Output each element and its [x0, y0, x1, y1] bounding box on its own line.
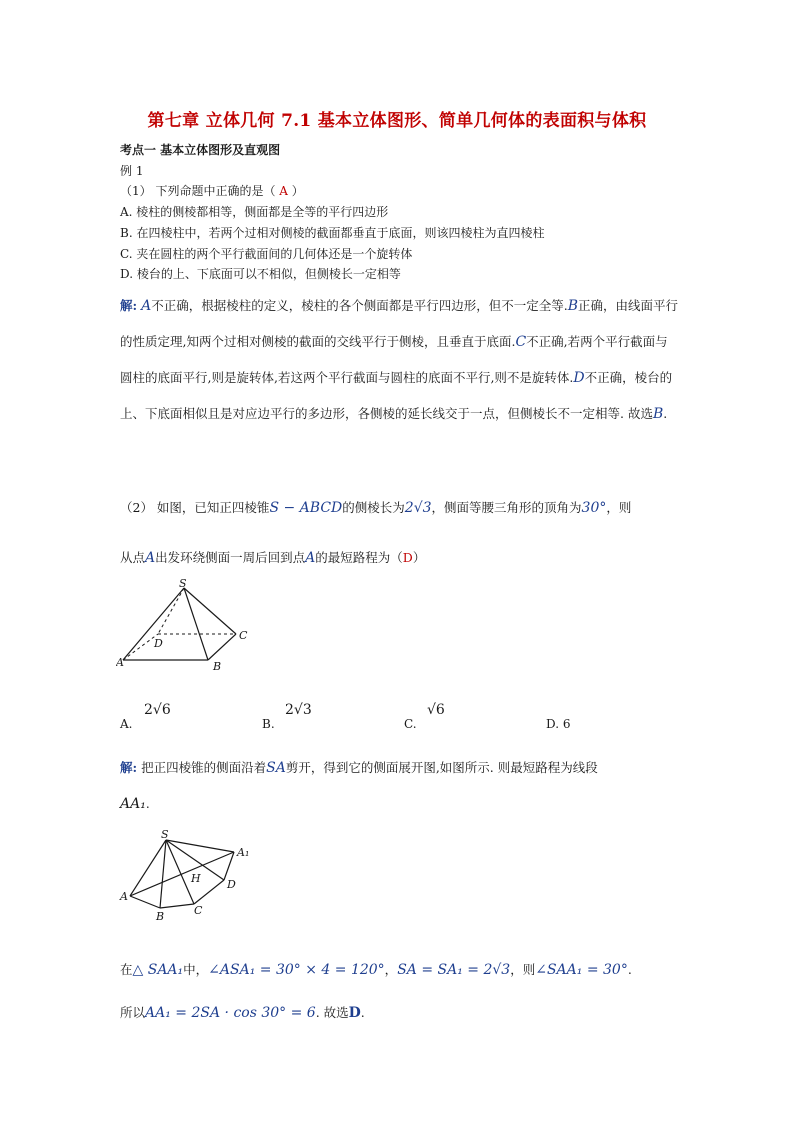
q1-solution: 解: A不正确，根据棱柱的定义，棱柱的各个侧面都是平行四边形，但不一定全等.B正确，由线面平行的性质定理,知两个过相对侧棱的截面的交线平行于侧棱，且垂直于底面.C不正确,若两个平行截面与圆柱的底面平行,则是旋转体,若这两个平行截面与圆柱的底面不平行,则不是旋转体.D不正确，棱台的上、下底面相似且是对应边平行的多边形，各侧棱的延长线交于一点，但侧棱长不一定相等. 故选B.: [120, 298, 679, 422]
unfold-label-d: D: [227, 878, 236, 891]
q2-solution-line2: AA₁.: [120, 796, 150, 812]
unfolded-figure: [116, 826, 266, 922]
q1-answer: A: [279, 184, 288, 198]
q1-option-d: D. 棱台的上、下底面可以不相似，但侧棱长一定相等: [120, 267, 401, 281]
unfold-label-a1: A₁: [237, 846, 250, 859]
q1-option-a: A. 棱柱的侧棱都相等，侧面都是全等的平行四边形: [120, 205, 389, 219]
chapter-title: 第七章 立体几何 7.1 基本立体图形、简单几何体的表面积与体积: [147, 111, 647, 131]
q2-stem-line2: 从点A出发环绕侧面一周后回到点A的最短路程为（D）: [120, 550, 426, 566]
q2-solution-line3: 在△ SAA₁中，∠ASA₁ = 30° × 4 = 120°，SA = SA₁ = 2√3，则∠SAA₁ = 30°.: [120, 962, 632, 978]
q2-option-a-value: 2√6: [144, 702, 171, 718]
q1-stem: （1） 下列命题中正确的是（ A ）: [120, 184, 304, 198]
unfold-label-a: A: [120, 890, 128, 903]
label-b: B: [213, 660, 222, 673]
q2-stem-line1: （2） 如图，已知正四棱锥S − ABCD的侧棱长为2√3，侧面等腰三角形的顶角为30°，则: [120, 500, 632, 516]
q2-answer: D: [402, 550, 413, 565]
q2-option-c: C.: [404, 717, 417, 731]
unfold-label-c: C: [194, 904, 203, 917]
q2-option-a: A.: [120, 717, 133, 731]
q2-solution-line1: 解: 把正四棱锥的侧面沿着SA剪开，得到它的侧面展开图,如图所示. 则最短路程为线段: [120, 760, 598, 776]
label-s: S: [179, 578, 187, 590]
q1-option-b: B. 在四棱柱中，若两个过相对侧棱的截面都垂直于底面，则该四棱柱为直四棱柱: [120, 226, 545, 240]
unfold-label-s: S: [161, 828, 169, 841]
example-label: 例 1: [120, 164, 144, 178]
q1-option-c: C. 夹在圆柱的两个平行截面间的几何体还是一个旋转体: [120, 247, 413, 261]
label-a: A: [116, 656, 124, 669]
q2-option-b-value: 2√3: [285, 702, 312, 718]
pyramid-figure: [116, 578, 266, 678]
solution-label: 解:: [120, 298, 138, 313]
unfold-label-b: B: [156, 910, 165, 922]
label-d: D: [154, 637, 163, 650]
label-c: C: [239, 629, 248, 642]
section-heading: 考点一 基本立体图形及直观图: [120, 143, 281, 157]
unfold-label-h: H: [191, 872, 201, 885]
q2-option-b: B.: [262, 717, 275, 731]
q2-solution-line4: 所以AA₁ = 2SA · cos 30° = 6. 故选D.: [120, 1005, 365, 1021]
q2-option-d: D. 6: [546, 717, 571, 731]
q2-option-c-value: √6: [427, 702, 445, 718]
